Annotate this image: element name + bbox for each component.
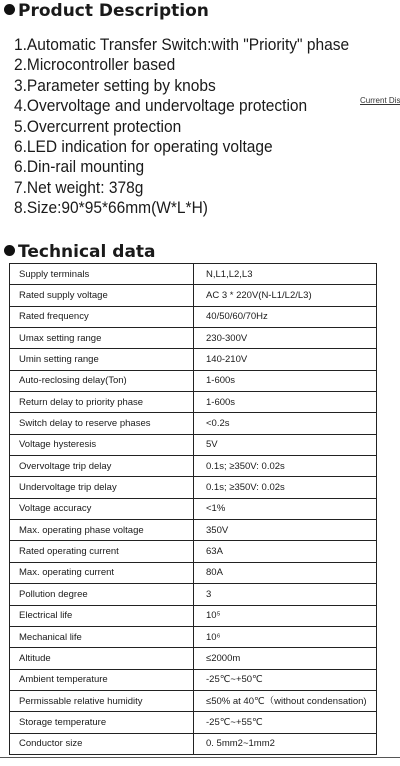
value-cell: -25℃~+50℃ (194, 669, 377, 690)
value-cell: 40/50/60/70Hz (194, 306, 377, 327)
table-row (10, 285, 377, 306)
value-cell: 140-210V (194, 349, 377, 370)
value-cell: 0. 5mm2~1mm2 (194, 733, 377, 754)
table-row (10, 669, 377, 690)
table-row (10, 264, 377, 285)
value-cell: 1-600s (194, 370, 377, 391)
value-cell: 10⁶ (194, 626, 377, 647)
product-description-title: Product Description (18, 1, 209, 21)
param-cell: Overvoltage trip delay (10, 456, 194, 477)
value-cell: 3 (194, 584, 377, 605)
param-cell: Permissable relative humidity (10, 690, 194, 711)
param-cell: Umax setting range (10, 328, 194, 349)
value-cell: 80A (194, 562, 377, 583)
param-cell: Undervoltage trip delay (10, 477, 194, 498)
table-row (10, 520, 377, 541)
table-row (10, 605, 377, 626)
value-cell: AC 3 * 220V(N-L1/L2/L3) (194, 285, 377, 306)
table-row (10, 712, 377, 733)
feature-item: 3.Parameter setting by knobs (14, 76, 216, 95)
feature-item: 2.Microcontroller based (14, 56, 176, 75)
param-cell: Max. operating current (10, 562, 194, 583)
param-cell: Mechanical life (10, 626, 194, 647)
table-row (10, 562, 377, 583)
table-row (10, 392, 377, 413)
value-cell: N,L1,L2,L3 (194, 264, 377, 285)
technical-data-title: Technical data (18, 242, 156, 262)
param-cell: Storage temperature (10, 712, 194, 733)
table-row (10, 541, 377, 562)
table-row (10, 456, 377, 477)
param-cell: Electrical life (10, 605, 194, 626)
param-cell: Ambient temperature (10, 669, 194, 690)
feature-list (14, 35, 371, 219)
value-cell: 5V (194, 434, 377, 455)
technical-data-heading (4, 242, 156, 262)
param-cell: Conductor size (10, 733, 194, 754)
feature-item: 7.Net weight: 378g (14, 178, 144, 197)
param-cell: Max. operating phase voltage (10, 520, 194, 541)
param-cell: Rated supply voltage (10, 285, 194, 306)
table-row (10, 306, 377, 327)
param-cell: Voltage hysteresis (10, 434, 194, 455)
table-row (10, 498, 377, 519)
value-cell: ≤2000m (194, 648, 377, 669)
value-cell: ≤50% at 40℃（without condensation) (194, 690, 377, 711)
technical-data-table (9, 263, 377, 755)
param-cell: Supply terminals (10, 264, 194, 285)
feature-item: 6.LED indication for operating voltage (14, 138, 273, 157)
current-dis-link[interactable]: Current Dis (360, 96, 400, 105)
feature-item: 4.Overvoltage and undervoltage protection (14, 97, 308, 116)
feature-item: 6.Din-rail mounting (14, 158, 145, 177)
value-cell: <1% (194, 498, 377, 519)
param-cell: Rated operating current (10, 541, 194, 562)
value-cell: 0.1s; ≥350V: 0.02s (194, 477, 377, 498)
value-cell: 230-300V (194, 328, 377, 349)
feature-item: 1.Automatic Transfer Switch:with "Priority" phase (14, 36, 350, 54)
bullet-icon (4, 4, 15, 15)
table-row (10, 370, 377, 391)
value-cell: <0.2s (194, 413, 377, 434)
value-cell: 0.1s; ≥350V: 0.02s (194, 456, 377, 477)
table-row (10, 328, 377, 349)
param-cell: Switch delay to reserve phases (10, 413, 194, 434)
feature-item: 8.Size:90*95*66mm(W*L*H) (14, 199, 208, 218)
param-cell: Pollution degree (10, 584, 194, 605)
value-cell: -25℃~+55℃ (194, 712, 377, 733)
param-cell: Umin setting range (10, 349, 194, 370)
product-description-heading (4, 1, 209, 21)
table-row (10, 349, 377, 370)
param-cell: Voltage accuracy (10, 498, 194, 519)
table-row (10, 413, 377, 434)
table-row (10, 584, 377, 605)
bullet-icon (4, 245, 15, 256)
param-cell: Return delay to priority phase (10, 392, 194, 413)
table-row (10, 690, 377, 711)
feature-item: 5.Overcurrent protection (14, 117, 182, 136)
value-cell: 1-600s (194, 392, 377, 413)
value-cell: 10⁵ (194, 605, 377, 626)
bottom-divider (0, 757, 400, 758)
table-row (10, 648, 377, 669)
value-cell: 63A (194, 541, 377, 562)
table-row (10, 733, 377, 754)
table-row (10, 434, 377, 455)
table-row (10, 626, 377, 647)
param-cell: Rated frequency (10, 306, 194, 327)
param-cell: Altitude (10, 648, 194, 669)
param-cell: Auto-reclosing delay(Ton) (10, 370, 194, 391)
value-cell: 350V (194, 520, 377, 541)
table-row (10, 477, 377, 498)
